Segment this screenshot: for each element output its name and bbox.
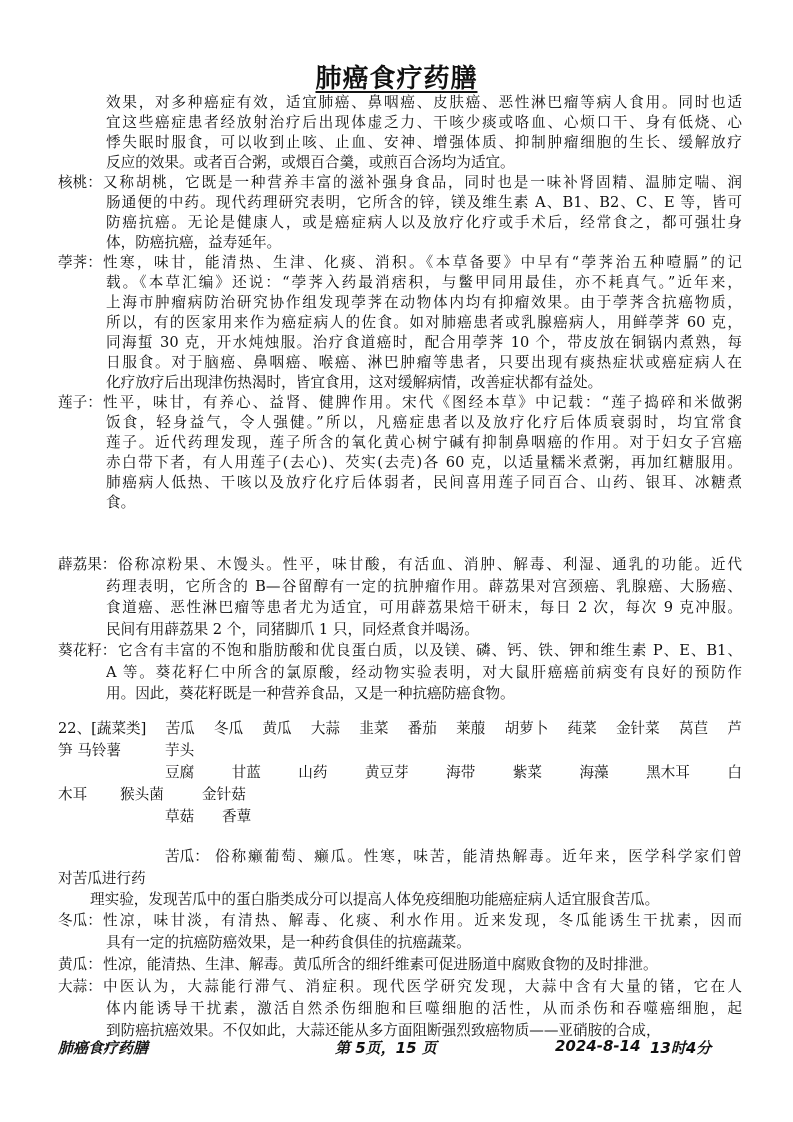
entry-line: 饭食，轻身益气，令人强健。”所以，凡癌症患者以及放疗化疗后体质衰弱时，均宜常食 [106, 414, 742, 431]
vegetable-item: 海带 [446, 764, 476, 781]
vegetable-item: 香蕈 [222, 808, 252, 825]
entry-line: 理实验，发现苦瓜中的蛋白脂类成分可以提高人体免疫细胞功能癌症病人适宜服食苦瓜。 [90, 891, 660, 908]
entry-label: 黄瓜： [58, 956, 102, 973]
vegetable-item: 胡萝卜 [504, 720, 549, 737]
entry-line: 赤白带下者，有人用莲子(去心)、芡实(去壳)各 60 克，以适量糯米煮粥，再加红糖服用。 [106, 454, 742, 471]
entry-line: 日服食。对于脑癌、鼻咽癌、喉癌、淋巴肿瘤等患者，只要出现有痰热症状或癌症病人在 [106, 354, 742, 371]
entry-line: 对苦瓜进行药 [58, 870, 146, 887]
vegetable-heading: 22、[蔬菜类] [58, 720, 147, 737]
entry-line: 体内能诱导干扰素，激活自然杀伤细胞和巨噬细胞的活性，从而杀伤和吞噬癌细胞，起 [106, 999, 742, 1017]
entry-line: 反应的效果。或者百合粥，或煨百合羹，或煎百合汤均为适宜。 [106, 154, 515, 171]
vegetable-item: 莱菔 [456, 720, 486, 737]
entry-line: 同海蜇 30 克，开水炖烛服。治疗食道癌时，配合用荸荠 10 个，带皮放在铜锅内煮熟，每 [106, 334, 742, 351]
vegetable-item: 甘蓝 [231, 764, 261, 781]
entry-line: A 等。葵花籽仁中所含的氯原酸，经动物实验表明，对大鼠肝癌癌前病变有良好的预防作 [106, 663, 742, 681]
entry-label: 大蒜： [58, 978, 102, 995]
entry-label: 荸荠： [58, 254, 102, 271]
vegetable-item: 豆腐 [165, 764, 195, 781]
entry-line: 性凉，能清热、生津、解毒。黄瓜所含的细纤维素可促进肠道中腐败食物的及时排泄。 [103, 956, 658, 973]
vegetable-item: 芦 [727, 720, 742, 737]
vegetable-item: 山药 [298, 764, 328, 781]
entry-line: 中医认为，大蒜能行滞气、消症积。现代医学研究发现，大蒜中含有大量的锗，它在人 [103, 978, 742, 995]
vegetable-item: 黄瓜 [262, 720, 292, 737]
vegetable-item: 紫菜 [512, 764, 542, 781]
entry-label: 核桃： [58, 174, 102, 191]
entry-label: 葵花籽： [58, 642, 117, 659]
footer-date: 2024-8-14 [555, 1037, 641, 1055]
entry-line: 载。《本草汇编》还说：“荸荠入药最消痞积，与鳖甲同用最佳，亦不耗真气。”近年来， [106, 274, 742, 291]
entry-line: 民间有用薜荔果 2 个，同猪脚爪 1 只，同烃煮食并喝汤。 [106, 620, 479, 638]
entry-line: 又称胡桃，它既是一种营养丰富的滋补强身食品，同时也是一味补肾固精、温肺定喘、润 [103, 174, 742, 191]
entry-label: 苦瓜： [165, 848, 209, 865]
entry-line: 肺癌病人低热、干咳以及放疗化疗后体弱者，民间喜用莲子同百合、山药、银耳、冰糖煮 [106, 474, 742, 491]
vegetable-item: 番茄 [407, 720, 437, 737]
vegetable-item: 草菇 [165, 808, 195, 825]
vegetable-item: 金针菜 [615, 720, 660, 737]
entry-line: 性寒，味甘，能清热、生津、化痰、消积。《本草备要》中早有“荸荠治五种噎膈”的记 [103, 254, 742, 271]
footer-title: 肺癌食疗药膳 [58, 1039, 149, 1057]
entry-line: 莲子。近代药理发现，莲子所含的氧化黄心树宁碱有抑制鼻咽癌的作用。对于妇女子宫癌 [106, 434, 742, 451]
page-title: 肺癌食疗药膳 [315, 64, 478, 94]
entry-line: 所以，有的医家用来作为癌症病人的佐食。如对肺癌患者或乳腺癌病人，用鲜荸荠 60 克， [106, 314, 742, 331]
entry-line: 肠通便的中药。现代药理研究表明，它所含的锌，镁及维生素 A、B1、B2、C、E 等，皆可 [106, 194, 742, 211]
vegetable-item: 海藻 [579, 764, 609, 781]
entry-line: 性平，味甘，有养心、益肾、健脾作用。宋代《图经本草》中记载：“莲子捣碎和米做粥 [103, 394, 742, 411]
entry-line: 悸失眠时服食，可以收到止咳、止血、安神、增强体质、抑制肿瘤细胞的生长、缓解放疗 [106, 134, 742, 151]
vegetable-item: 冬瓜 [213, 720, 244, 737]
entry-line: 效果，对多种癌症有效，适宜肺癌、鼻咽癌、皮肤癌、恶性淋巴瘤等病人食用。同时也适 [106, 94, 742, 111]
vegetable-item: 莴苣 [678, 720, 709, 737]
entry-line: 食。 [106, 494, 136, 511]
entry-line: 到防癌抗癌效果。不仅如此，大蒜还能从多方面阻断强烈致癌物质——亚硝胺的合成， [106, 1021, 661, 1039]
vegetable-item: 木耳 [58, 786, 88, 803]
vegetable-item: 莼菜 [567, 720, 597, 737]
entry-label: 薜荔果： [58, 556, 117, 573]
entry-label: 冬瓜： [58, 912, 102, 929]
vegetable-item: 大蒜 [310, 720, 341, 737]
entry-line: 药理表明，它所含的 B—谷留醇有一定的抗肿瘤作用。薜荔果对宫颈癌、乳腺癌、大肠癌、 [106, 577, 742, 595]
entry-line: 用。因此，葵花籽既是一种营养食品，又是一种抗癌防癌食物。 [106, 685, 515, 702]
vegetable-item: 白 [727, 764, 742, 781]
entry-line: 化疗放疗后出现津伤热渴时，皆宜食用，这对缓解病情，改善症状都有益处。 [106, 374, 603, 391]
vegetable-item: 韭菜 [359, 720, 389, 737]
vegetable-item: 芋头 [165, 742, 195, 759]
entry-line: 它含有丰富的不饱和脂肪酸和优良蛋白质，以及镁、磷、钙、铁、钾和维生素 P、E、B1、 [118, 642, 742, 659]
entry-line: 宜这些癌症患者经放射治疗后出现体虚乏力、干咳少痰或咯血、心烦口干、身有低烧、心 [106, 114, 742, 131]
vegetable-item: 笋 马铃薯 [58, 742, 122, 759]
entry-line: 体，防癌抗癌，益寿延年。 [106, 234, 282, 251]
vegetable-item: 黄豆芽 [364, 764, 409, 781]
vegetable-item: 猴头菌 [120, 786, 164, 803]
entry-line: 俗称癞葡萄、癞瓜。性寒，味苦，能清热解毒。近年来，医学科学家们曾 [215, 848, 742, 865]
entry-label: 莲子： [58, 394, 102, 411]
vegetable-item: 黑木耳 [646, 764, 690, 781]
vegetable-item: 金针菇 [202, 786, 246, 803]
footer-time: 13时4分 [650, 1039, 712, 1057]
footer-page-number: 第 5页，15 页 [335, 1039, 437, 1057]
entry-line: 具有一定的抗癌防癌效果，是一种药食俱佳的抗癌蔬菜。 [106, 933, 471, 951]
entry-line: 性凉，味甘淡，有清热、解毒、化痰、利水作用。近来发现，冬瓜能诱生干扰素，因而 [103, 912, 742, 929]
entry-line: 上海市肿瘤病防治研究协作组发现荸荠在动物体内均有抑瘤效果。由于荸荠含抗癌物质， [106, 294, 742, 311]
entry-line: 食道癌、恶性淋巴瘤等患者尤为适宜，可用薜荔果焙干研末，每日 2 次，每次 9 克冲服。 [106, 599, 742, 616]
entry-line: 防癌抗癌。无论是健康人，或是癌症病人以及放疗化疗或手术后，经常食之，都可强壮身 [106, 214, 742, 231]
vegetable-item: 苦瓜 [165, 720, 195, 737]
entry-line: 俗称凉粉果、木馒头。性平，味甘酸，有活血、消肿、解毒、利湿、通乳的功能。近代 [118, 556, 742, 573]
vegetable-row-3 [165, 764, 742, 782]
vegetable-row-1 [58, 720, 742, 738]
